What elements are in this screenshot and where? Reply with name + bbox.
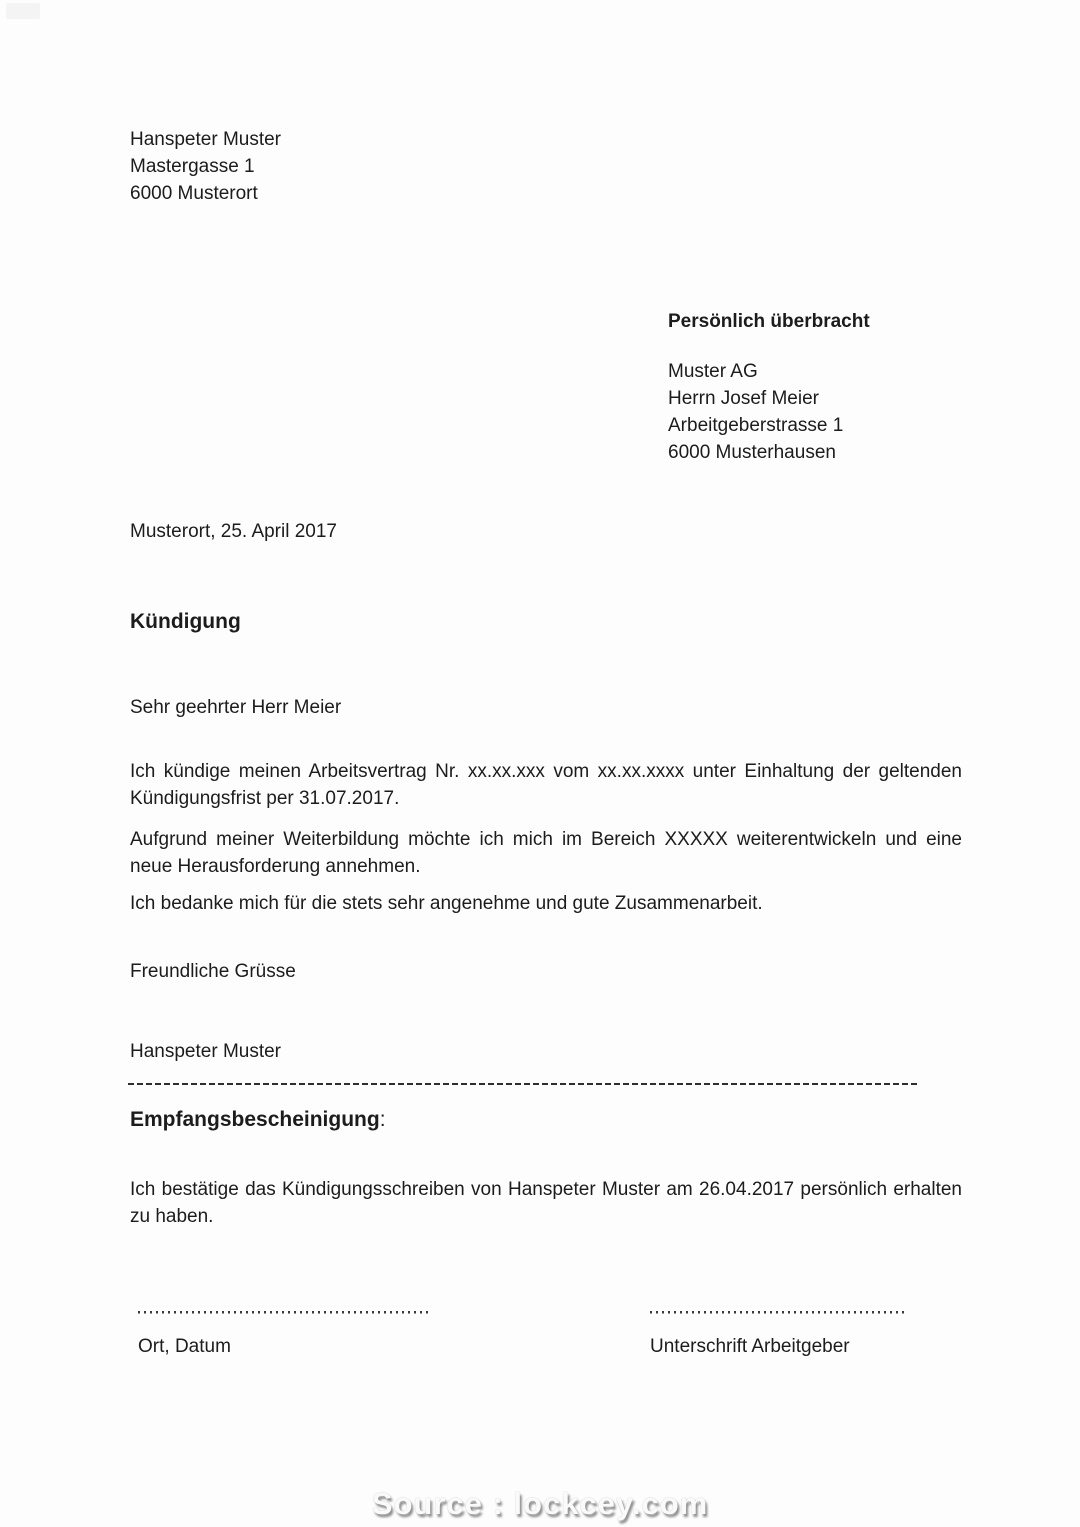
recipient-address: [668, 358, 968, 466]
recipient-block: [668, 308, 968, 466]
signature-dotted-line-right: [650, 1310, 908, 1314]
receipt-heading-text: Empfangsbescheinigung: [130, 1108, 380, 1131]
sender-name: Hanspeter Muster: [130, 129, 282, 150]
recipient-street: Arbeitgeberstrasse 1: [668, 415, 844, 436]
delivery-note: Persönlich überbracht: [668, 311, 870, 332]
closing-phrase: Freundliche Grüsse: [130, 961, 296, 982]
dashed-separator: [128, 1082, 918, 1085]
scan-artifact: [6, 3, 40, 19]
source-watermark: Source : lockcey.com: [371, 1486, 709, 1521]
signature-label-place-date: Ort, Datum: [138, 1336, 231, 1357]
signature-label-employer: Unterschrift Arbeitgeber: [650, 1336, 850, 1357]
signature-dotted-line-left: [138, 1310, 430, 1314]
signature-name: Hanspeter Muster: [130, 1041, 282, 1062]
signature-field-place-date: [138, 1310, 430, 1360]
date-line: Musterort, 25. April 2017: [130, 521, 337, 542]
sender-city: 6000 Musterort: [130, 183, 258, 204]
recipient-company: Muster AG: [668, 361, 758, 382]
sender-address-block: [130, 126, 962, 207]
subject-heading: Kündigung: [130, 610, 241, 633]
body-paragraph-2: Aufgrund meiner Weiterbildung möchte ich mich im Bereich XXXXX weiterentwickeln und eine neue Herausforderung annehmen.: [130, 829, 962, 877]
receipt-heading: [130, 1106, 962, 1134]
signature-field-employer: [650, 1310, 908, 1360]
body-paragraph-3: Ich bedanke mich für die stets sehr angenehme und gute Zusammenarbeit.: [130, 893, 763, 914]
receipt-heading-colon: :: [379, 1108, 386, 1131]
salutation: Sehr geehrter Herr Meier: [130, 697, 342, 718]
sender-street: Mastergasse 1: [130, 156, 255, 177]
receipt-body: Ich bestätige das Kündigungsschreiben von Hanspeter Muster am 26.04.2017 persönlich erhalten zu haben.: [130, 1179, 962, 1227]
body-paragraph-1: Ich kündige meinen Arbeitsvertrag Nr. xx.xx.xxx vom xx.xx.xxxx unter Einhaltung der geltenden Kündigungsfrist per 31.07.2017.: [130, 761, 962, 809]
recipient-person: Herrn Josef Meier: [668, 388, 819, 409]
recipient-city: 6000 Musterhausen: [668, 442, 836, 463]
